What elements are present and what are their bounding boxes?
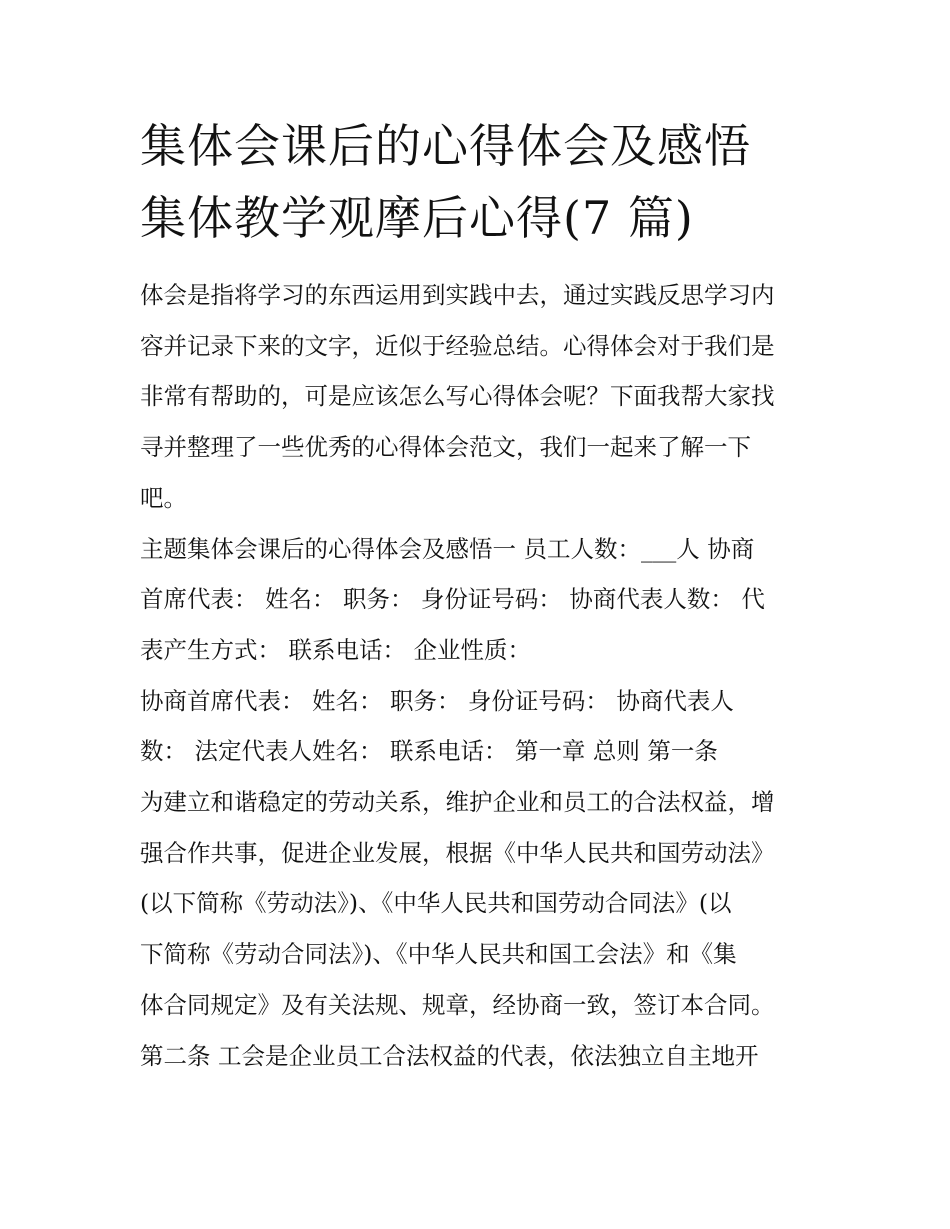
body-line: 首席代表： 姓名： 职务： 身份证号码： 协商代表人数： 代 <box>140 585 765 614</box>
body-line: (以下简称《劳动法》)、《中华人民共和国劳动合同法》(以 <box>140 889 732 918</box>
body-line: 第二条 工会是企业员工合法权益的代表，依法独立自主地开 <box>140 1041 759 1070</box>
body-line: 寻并整理了一些优秀的心得体会范文，我们一起来了解一下 <box>140 433 751 462</box>
body-line: 强合作共事，促进企业发展，根据《中华人民共和国劳动法》 <box>140 838 775 867</box>
title-line-2: 集体教学观摩后心得(7 篇) <box>140 191 694 245</box>
document-body <box>140 270 820 1081</box>
body-line: 体会是指将学习的东西运用到实践中去，通过实践反思学习内 <box>140 281 775 309</box>
body-line: 非常有帮助的，可是应该怎么写心得体会呢？下面我帮大家找 <box>140 382 775 411</box>
body-line: 主题集体会课后的心得体会及感悟一 员工人数：___人 协商 <box>140 534 755 563</box>
body-line: 下简称《劳动合同法》)、《中华人民共和国工会法》和《集 <box>140 940 737 969</box>
body-line: 为建立和谐稳定的劳动关系，维护企业和员工的合法权益，增 <box>140 788 775 817</box>
body-line: 体合同规定》及有关法规、规章，经协商一致，签订本合同。 <box>140 990 775 1019</box>
body-line: 协商首席代表： 姓名： 职务： 身份证号码： 协商代表人 <box>140 686 734 715</box>
document-page <box>140 110 820 1081</box>
body-line: 吧。 <box>140 483 187 512</box>
body-line: 容并记录下来的文字，近似于经验总结。心得体会对于我们是 <box>140 331 775 360</box>
document-title <box>140 110 820 254</box>
title-line-1: 集体会课后的心得体会及感悟 <box>140 119 751 173</box>
body-line: 表产生方式： 联系电话： 企业性质： <box>140 635 531 664</box>
body-line: 数： 法定代表人姓名： 联系电话： 第一章 总则 第一条 <box>140 737 718 766</box>
